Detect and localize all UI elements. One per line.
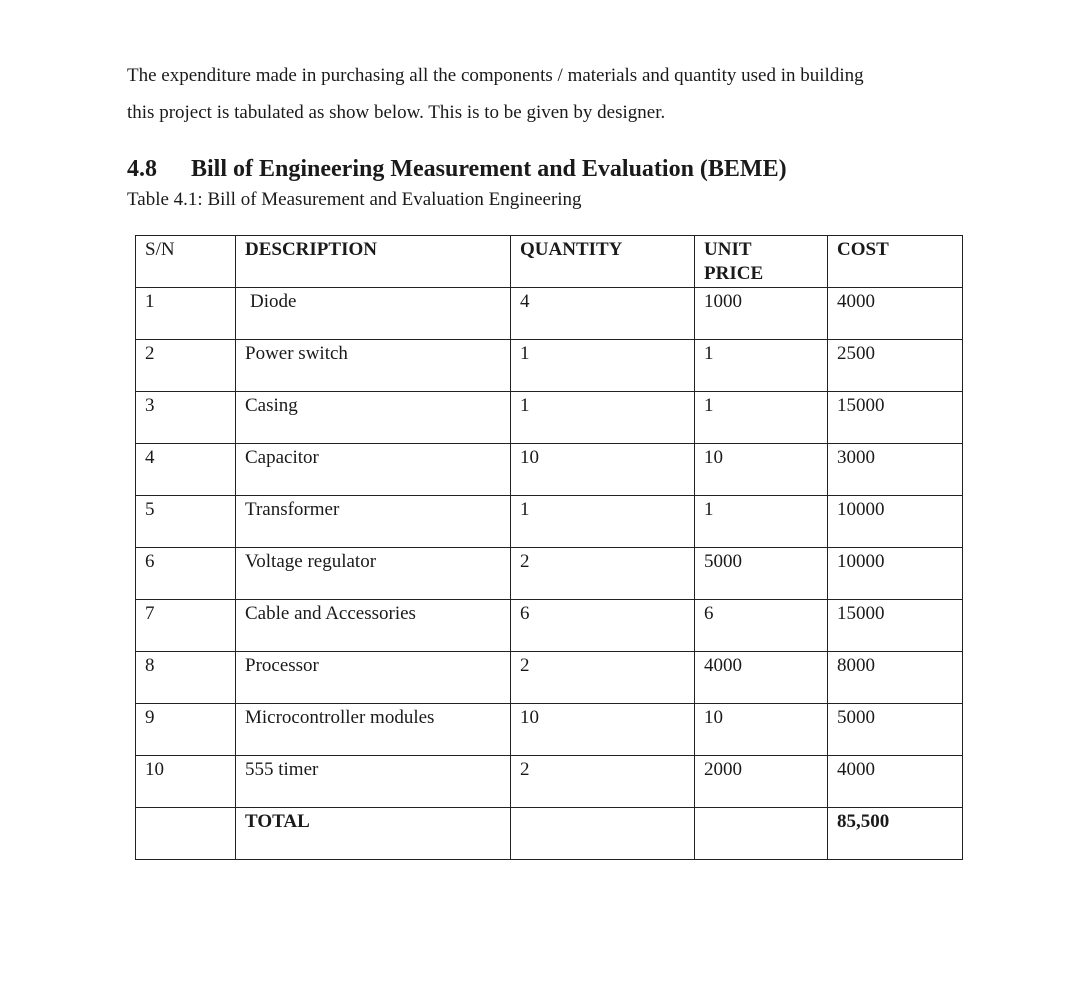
- cell-cost: 15000: [828, 392, 963, 444]
- cell-description: Diode: [236, 288, 511, 340]
- intro-line-1: The expenditure made in purchasing all the components / materials and quantity used in building: [127, 65, 864, 86]
- cell-quantity: 10: [511, 704, 695, 756]
- cell-description: Cable and Accessories: [236, 600, 511, 652]
- header-description: DESCRIPTION: [236, 236, 511, 288]
- beme-table: [135, 235, 963, 860]
- cell-unit-price: 1: [695, 340, 828, 392]
- table-row: [136, 340, 963, 392]
- section-number: 4.8: [127, 156, 157, 182]
- header-quantity: QUANTITY: [511, 236, 695, 288]
- cell-cost: 8000: [828, 652, 963, 704]
- total-empty-unit-price: [695, 808, 828, 860]
- table-row: [136, 756, 963, 808]
- cell-cost: 10000: [828, 496, 963, 548]
- cell-quantity: 2: [511, 652, 695, 704]
- header-cost: COST: [828, 236, 963, 288]
- table-row: [136, 704, 963, 756]
- section-heading: [127, 156, 787, 183]
- cell-sn: 10: [136, 756, 236, 808]
- table-row: [136, 600, 963, 652]
- cell-description: Capacitor: [236, 444, 511, 496]
- header-unit-price-line2: PRICE: [704, 263, 764, 284]
- cell-cost: 10000: [828, 548, 963, 600]
- cell-description: Processor: [236, 652, 511, 704]
- total-row: [136, 808, 963, 860]
- table-row: [136, 548, 963, 600]
- total-label: TOTAL: [236, 808, 511, 860]
- intro-line-2: this project is tabulated as show below. This is to be given by designer.: [127, 102, 666, 123]
- cell-unit-price: 1: [695, 496, 828, 548]
- cell-sn: 2: [136, 340, 236, 392]
- table-row: [136, 288, 963, 340]
- cell-quantity: 2: [511, 756, 695, 808]
- cell-sn: 4: [136, 444, 236, 496]
- cell-description: Microcontroller modules: [236, 704, 511, 756]
- cell-quantity: 6: [511, 600, 695, 652]
- cell-unit-price: 1: [695, 392, 828, 444]
- cell-sn: 3: [136, 392, 236, 444]
- cell-cost: 2500: [828, 340, 963, 392]
- header-sn: S/N: [136, 236, 236, 288]
- cell-unit-price: 10: [695, 704, 828, 756]
- cell-cost: 3000: [828, 444, 963, 496]
- cell-description: Transformer: [236, 496, 511, 548]
- cell-description: Power switch: [236, 340, 511, 392]
- header-unit-price-line1: UNIT: [704, 239, 752, 260]
- cell-unit-price: 2000: [695, 756, 828, 808]
- table-header-row: [136, 236, 963, 288]
- cell-sn: 5: [136, 496, 236, 548]
- cell-quantity: 1: [511, 496, 695, 548]
- cell-quantity: 4: [511, 288, 695, 340]
- table-row: [136, 392, 963, 444]
- table-row: [136, 444, 963, 496]
- table-caption: Table 4.1: Bill of Measurement and Evaluation Engineering: [127, 189, 582, 210]
- cell-unit-price: 4000: [695, 652, 828, 704]
- cell-quantity: 2: [511, 548, 695, 600]
- total-empty-sn: [136, 808, 236, 860]
- cell-unit-price: 6: [695, 600, 828, 652]
- table-row: [136, 496, 963, 548]
- cell-unit-price: 10: [695, 444, 828, 496]
- cell-quantity: 10: [511, 444, 695, 496]
- cell-sn: 6: [136, 548, 236, 600]
- cell-unit-price: 1000: [695, 288, 828, 340]
- cell-quantity: 1: [511, 340, 695, 392]
- header-unit-price: [695, 236, 828, 288]
- cell-cost: 4000: [828, 756, 963, 808]
- cell-cost: 5000: [828, 704, 963, 756]
- cell-cost: 15000: [828, 600, 963, 652]
- cell-sn: 7: [136, 600, 236, 652]
- cell-description: Voltage regulator: [236, 548, 511, 600]
- cell-description: 555 timer: [236, 756, 511, 808]
- cell-sn: 8: [136, 652, 236, 704]
- cell-unit-price: 5000: [695, 548, 828, 600]
- cell-sn: 1: [136, 288, 236, 340]
- table-row: [136, 652, 963, 704]
- cell-cost: 4000: [828, 288, 963, 340]
- total-empty-quantity: [511, 808, 695, 860]
- cell-description: Casing: [236, 392, 511, 444]
- cell-quantity: 1: [511, 392, 695, 444]
- cell-sn: 9: [136, 704, 236, 756]
- section-title: Bill of Engineering Measurement and Evaluation (BEME): [191, 156, 787, 182]
- total-cost: 85,500: [828, 808, 963, 860]
